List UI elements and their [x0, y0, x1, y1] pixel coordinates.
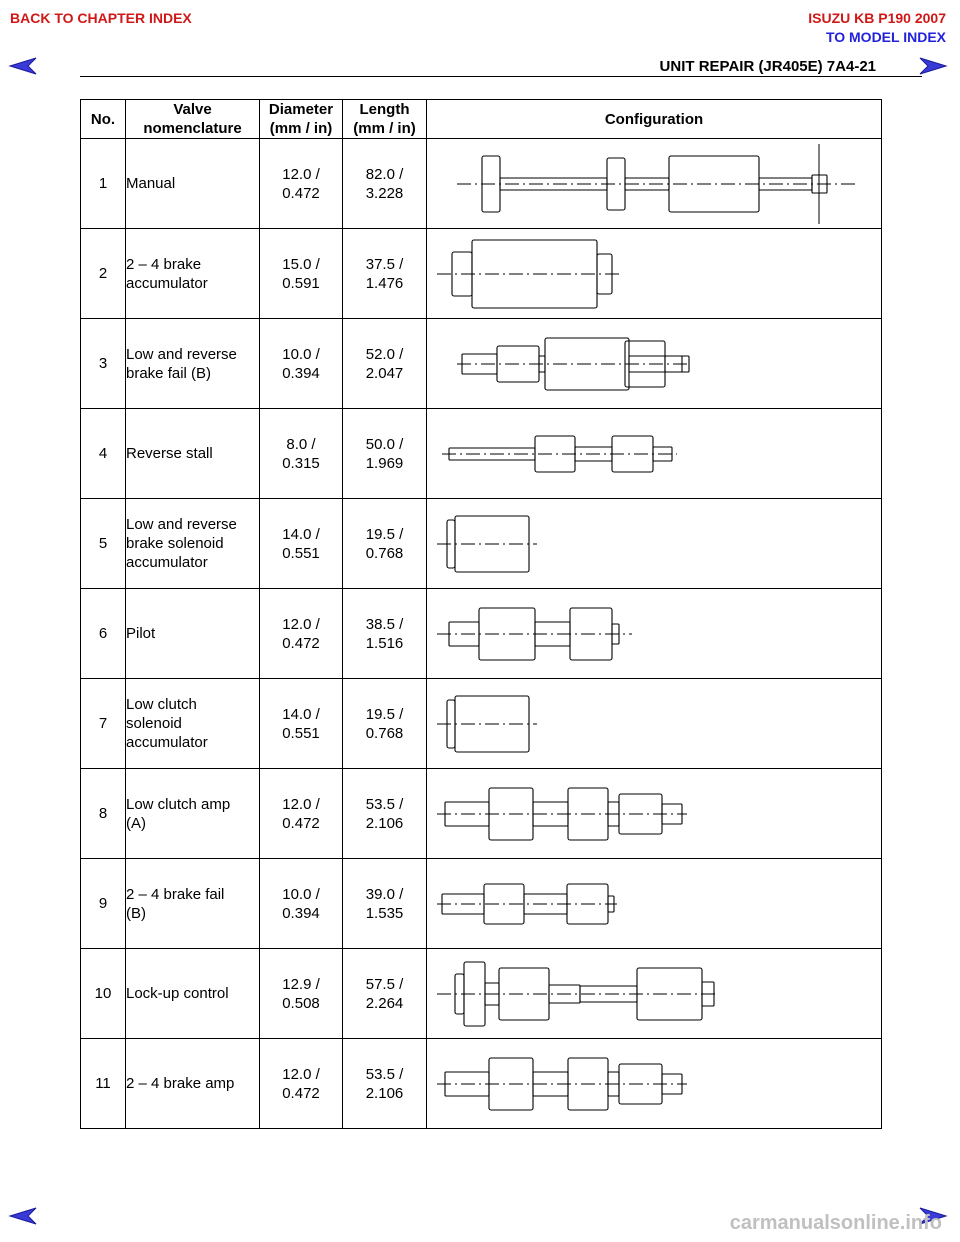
vehicle-model-link[interactable]: ISUZU KB P190 2007 — [808, 10, 946, 26]
previous-page-arrow-icon[interactable] — [8, 56, 38, 76]
valve-configuration — [427, 1039, 882, 1129]
valve-configuration — [427, 769, 882, 859]
valve-nomenclature: Low and reverse brake solenoid accumulator — [126, 499, 260, 589]
next-page-arrow-icon[interactable] — [918, 56, 948, 76]
valve-configuration-drawing — [427, 139, 882, 228]
valve-number: 11 — [81, 1039, 126, 1129]
page-header-title: UNIT REPAIR (JR405E) 7A4-21 — [659, 58, 876, 75]
footer-watermark: carmanualsonline.info — [729, 1212, 942, 1234]
valve-length: 38.5 / 1.516 — [343, 589, 427, 679]
valve-nomenclature: Low clutch solenoid accumulator — [126, 679, 260, 769]
valve-length: 52.0 / 2.047 — [343, 319, 427, 409]
valve-nomenclature: 2 – 4 brake amp — [126, 1039, 260, 1129]
valve-nomenclature: Low clutch amp (A) — [126, 769, 260, 859]
valve-length: 82.0 / 3.228 — [343, 139, 427, 229]
table-row — [81, 679, 882, 769]
header-valve: Valve nomenclature — [126, 100, 260, 139]
valve-diameter: 8.0 / 0.315 — [260, 409, 343, 499]
valve-number: 1 — [81, 139, 126, 229]
valve-number: 8 — [81, 769, 126, 859]
table-row — [81, 139, 882, 229]
valve-configuration-drawing — [427, 319, 882, 408]
valve-configuration-drawing — [427, 409, 882, 498]
valve-diameter: 12.0 / 0.472 — [260, 589, 343, 679]
valve-configuration-drawing — [427, 679, 882, 768]
valve-length: 39.0 / 1.535 — [343, 859, 427, 949]
header-no: No. — [81, 100, 126, 139]
valve-configuration-drawing — [427, 859, 882, 948]
table-row — [81, 229, 882, 319]
valve-nomenclature: Pilot — [126, 589, 260, 679]
valve-diameter: 12.9 / 0.508 — [260, 949, 343, 1039]
valve-number: 9 — [81, 859, 126, 949]
valve-number: 10 — [81, 949, 126, 1039]
valve-configuration-drawing — [427, 949, 882, 1038]
table-row — [81, 589, 882, 679]
table-row — [81, 409, 882, 499]
valve-length: 57.5 / 2.264 — [343, 949, 427, 1039]
valve-number: 3 — [81, 319, 126, 409]
valve-nomenclature: 2 – 4 brake accumulator — [126, 229, 260, 319]
valve-diameter: 14.0 / 0.551 — [260, 499, 343, 589]
table-row — [81, 499, 882, 589]
valve-configuration — [427, 859, 882, 949]
valve-configuration — [427, 319, 882, 409]
valve-diameter: 14.0 / 0.551 — [260, 679, 343, 769]
valve-number: 6 — [81, 589, 126, 679]
valve-length: 53.5 / 2.106 — [343, 769, 427, 859]
valve-nomenclature: 2 – 4 brake fail (B) — [126, 859, 260, 949]
table-row — [81, 1039, 882, 1129]
table-header-row — [81, 100, 882, 139]
valve-diameter: 12.0 / 0.472 — [260, 139, 343, 229]
valve-nomenclature: Lock-up control — [126, 949, 260, 1039]
header-configuration: Configuration — [427, 100, 882, 139]
valve-configuration — [427, 229, 882, 319]
valve-configuration-drawing — [427, 229, 882, 318]
valve-length: 19.5 / 0.768 — [343, 679, 427, 769]
valve-configuration-drawing — [427, 589, 882, 678]
header-divider — [80, 76, 922, 77]
valve-configuration — [427, 139, 882, 229]
table-row — [81, 769, 882, 859]
valve-configuration-drawing — [427, 769, 882, 858]
table-row — [81, 859, 882, 949]
table-row — [81, 949, 882, 1039]
valve-configuration — [427, 589, 882, 679]
valve-spec-table — [80, 99, 882, 1129]
valve-land-shape — [637, 968, 702, 1020]
header-length: Length (mm / in) — [343, 100, 427, 139]
previous-page-arrow-icon[interactable] — [8, 1206, 38, 1226]
valve-configuration — [427, 409, 882, 499]
valve-configuration-drawing — [427, 499, 882, 588]
valve-number: 7 — [81, 679, 126, 769]
valve-configuration — [427, 499, 882, 589]
valve-diameter: 10.0 / 0.394 — [260, 859, 343, 949]
back-to-chapter-index-link[interactable]: BACK TO CHAPTER INDEX — [10, 10, 192, 26]
valve-number: 2 — [81, 229, 126, 319]
to-model-index-link[interactable]: TO MODEL INDEX — [825, 29, 946, 45]
valve-nomenclature: Manual — [126, 139, 260, 229]
valve-number: 4 — [81, 409, 126, 499]
valve-configuration — [427, 679, 882, 769]
valve-length: 37.5 / 1.476 — [343, 229, 427, 319]
valve-configuration — [427, 949, 882, 1039]
valve-length: 19.5 / 0.768 — [343, 499, 427, 589]
valve-diameter: 12.0 / 0.472 — [260, 1039, 343, 1129]
valve-diameter: 10.0 / 0.394 — [260, 319, 343, 409]
table-row — [81, 319, 882, 409]
valve-configuration-drawing — [427, 1039, 882, 1128]
valve-length: 53.5 / 2.106 — [343, 1039, 427, 1129]
valve-diameter: 15.0 / 0.591 — [260, 229, 343, 319]
valve-nomenclature: Low and reverse brake fail (B) — [126, 319, 260, 409]
valve-number: 5 — [81, 499, 126, 589]
valve-diameter: 12.0 / 0.472 — [260, 769, 343, 859]
header-diameter: Diameter (mm / in) — [260, 100, 343, 139]
valve-nomenclature: Reverse stall — [126, 409, 260, 499]
valve-length: 50.0 / 1.969 — [343, 409, 427, 499]
